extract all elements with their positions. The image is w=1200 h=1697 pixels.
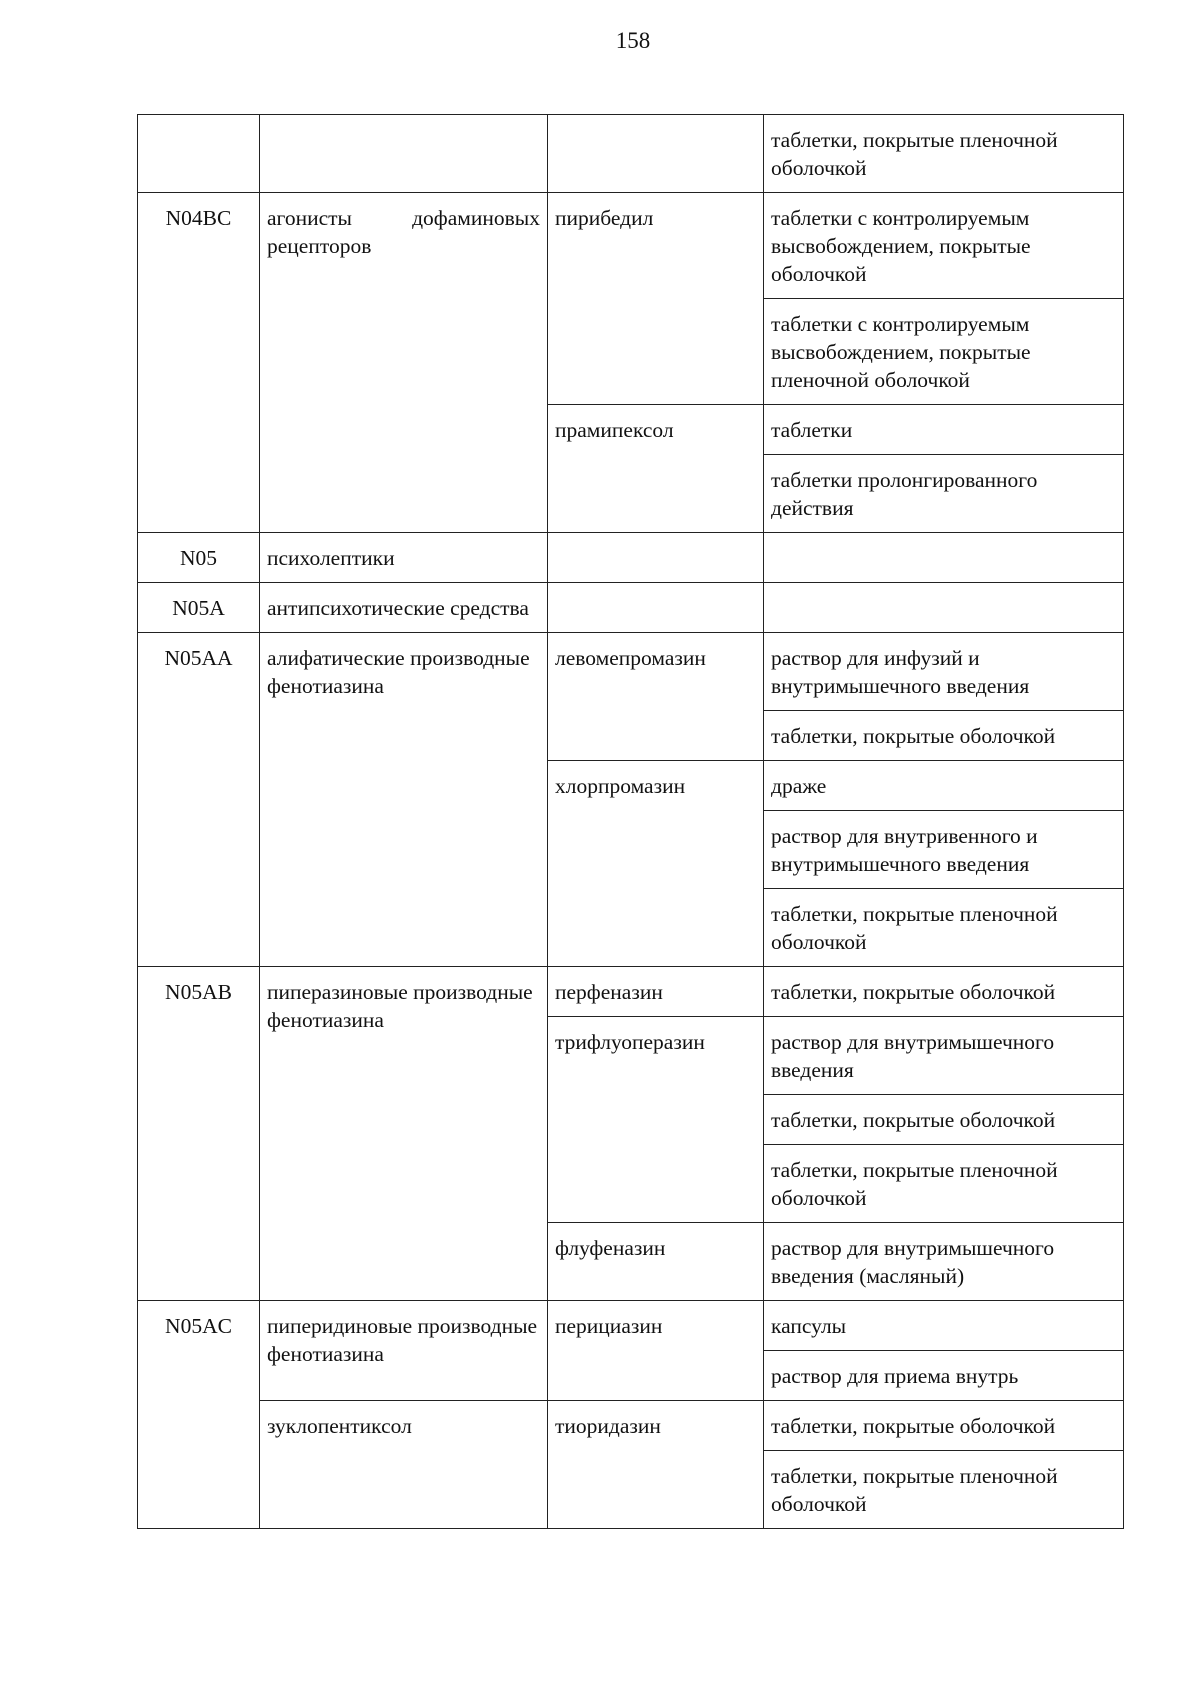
drug-name-cell: флуфеназин (548, 1223, 764, 1301)
dosage-form-cell: раствор для внутримышечного введения (масляный) (764, 1223, 1124, 1301)
atc-code-cell: N05AB (138, 967, 260, 1301)
dosage-form-cell: таблетки пролонгированного действия (764, 455, 1124, 533)
dosage-form-cell: драже (764, 761, 1124, 811)
dosage-form-cell: таблетки, покрытые пленочной оболочкой (764, 115, 1124, 193)
dosage-form-cell: таблетки с контролируемым высвобождением, покрытые оболочкой (764, 193, 1124, 299)
drug-name-cell (548, 583, 764, 633)
dosage-form-cell: таблетки, покрытые пленочной оболочкой (764, 889, 1124, 967)
drug-name-cell (548, 533, 764, 583)
dosage-form-cell: раствор для внутривенного и внутримышечного введения (764, 811, 1124, 889)
pharmacological-group-cell: агонисты дофаминовых рецепторов (260, 193, 548, 533)
table-row (138, 967, 1124, 1017)
pharmacological-group-cell: алифатические производные фенотиазина (260, 633, 548, 967)
dosage-form-cell: капсулы (764, 1301, 1124, 1351)
drug-name-cell: пирибедил (548, 193, 764, 405)
drug-name-cell: перфеназин (548, 967, 764, 1017)
drug-name-cell (548, 115, 764, 193)
pharmacological-group-cell: пиперидиновые производные фенотиазина (260, 1301, 548, 1401)
pharmacological-group-cell: зуклопентиксол (260, 1401, 548, 1529)
atc-code-cell: N04BC (138, 193, 260, 533)
drug-name-cell: перициазин (548, 1301, 764, 1401)
atc-code-cell: N05A (138, 583, 260, 633)
table-row (138, 1301, 1124, 1351)
dosage-form-cell (764, 583, 1124, 633)
code-cell (138, 115, 260, 193)
table-row (138, 115, 1124, 193)
drug-name-cell: левомепромазин (548, 633, 764, 761)
dosage-form-cell: таблетки, покрытые оболочкой (764, 1401, 1124, 1451)
dosage-form-cell: таблетки, покрытые оболочкой (764, 967, 1124, 1017)
dosage-form-cell: таблетки (764, 405, 1124, 455)
drug-table (137, 114, 1124, 1529)
group-cell (260, 115, 548, 193)
atc-code-cell: N05AA (138, 633, 260, 967)
atc-code-cell: N05AC (138, 1301, 260, 1529)
table-row (138, 193, 1124, 299)
drug-name-cell: хлорпромазин (548, 761, 764, 967)
dosage-form-cell: таблетки с контролируемым высвобождением, покрытые пленочной оболочкой (764, 299, 1124, 405)
table-row (138, 583, 1124, 633)
atc-code-cell: N05 (138, 533, 260, 583)
dosage-form-cell: таблетки, покрытые пленочной оболочкой (764, 1451, 1124, 1529)
drug-name-cell: тиоридазин (548, 1401, 764, 1529)
drug-name-cell: трифлуоперазин (548, 1017, 764, 1223)
pharmacological-group-cell: пиперазиновые производные фенотиазина (260, 967, 548, 1301)
table-row (138, 533, 1124, 583)
table-row (138, 633, 1124, 711)
table-row (138, 1401, 1124, 1451)
dosage-form-cell: таблетки, покрытые пленочной оболочкой (764, 1145, 1124, 1223)
pharmacological-group-cell: психолептики (260, 533, 548, 583)
dosage-form-cell: раствор для внутримышечного введения (764, 1017, 1124, 1095)
page-number: 158 (615, 28, 651, 53)
dosage-form-cell: таблетки, покрытые оболочкой (764, 1095, 1124, 1145)
dosage-form-cell (764, 533, 1124, 583)
dosage-form-cell: раствор для приема внутрь (764, 1351, 1124, 1401)
drug-name-cell: прамипексол (548, 405, 764, 533)
dosage-form-cell: раствор для инфузий и внутримышечного введения (764, 633, 1124, 711)
pharmacological-group-cell: антипсихотические средства (260, 583, 548, 633)
dosage-form-cell: таблетки, покрытые оболочкой (764, 711, 1124, 761)
